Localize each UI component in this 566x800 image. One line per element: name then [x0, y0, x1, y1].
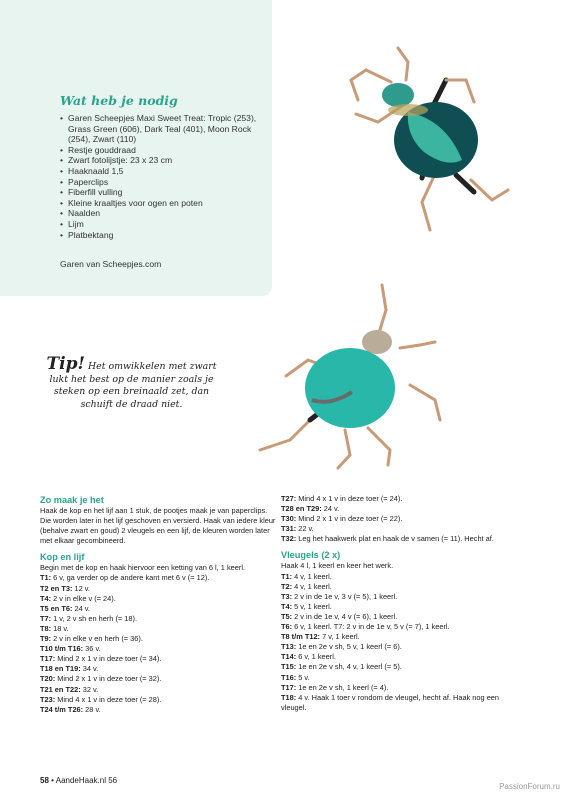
instructions-left-column — [40, 494, 276, 715]
row-label: T10 t/m T16: — [40, 644, 84, 654]
row-label: T5 en T6: — [40, 603, 73, 613]
instruction-row — [281, 622, 521, 632]
materials-item — [60, 166, 265, 177]
instruction-row — [40, 624, 276, 634]
row-label: T17: — [40, 654, 56, 664]
instruction-row — [281, 494, 521, 504]
row-text: 34 v. — [80, 664, 99, 674]
tip-text: Het omwikkelen met zwart lukt het best op de manier zoals je steken op een breinaald zet, dan schuift de draad niet. — [49, 361, 217, 410]
instruction-row — [40, 705, 276, 715]
instruction-row — [40, 614, 276, 624]
row-text: 4 v. Haak 1 toer v rondom de vleugel, hecht af. Haak nog een vleugel. — [281, 692, 500, 712]
page-footer — [40, 776, 117, 785]
row-label: T3: — [281, 591, 293, 601]
row-text: 6 v, 1 keerl. — [296, 652, 336, 662]
instruction-row — [281, 662, 521, 672]
materials-item-text: Garen Scheepjes Maxi Sweet Treat: Tropic (253), Grass Green (606), Dark Teal (401), Moon Rock (254), Zwart (110) — [68, 113, 257, 145]
instruction-row — [281, 652, 521, 662]
row-text: 1e en 2e v sh, 5 v, 1 keerl (= 6). — [296, 642, 402, 652]
row-label: T4: — [40, 593, 52, 603]
instruction-row — [281, 612, 521, 622]
materials-item — [60, 177, 265, 188]
instruction-row — [40, 685, 276, 695]
materials-item-text: Fiberfill vulling — [68, 187, 123, 198]
row-label: T14: — [281, 652, 297, 662]
instruction-row — [281, 602, 521, 612]
row-text: Mind 2 x 1 v in deze toer (= 34). — [55, 654, 162, 664]
row-label: T1: — [40, 573, 52, 583]
materials-item-text: Naalden — [68, 208, 101, 219]
beetle-photo-turquoise — [250, 280, 450, 470]
watermark: PassionForum.ru — [499, 782, 560, 791]
row-label: T21 en T22: — [40, 684, 81, 694]
instruction-row — [40, 674, 276, 684]
bullet: • — [60, 229, 64, 240]
row-text: 2 v in de 1e v, 3 v (= 5), 1 keerl. — [292, 591, 398, 601]
instruction-row — [281, 514, 521, 524]
row-text: Mind 4 x 1 v in deze toer (= 24). — [296, 494, 403, 503]
materials-item-text: Haaknaald 1,5 — [68, 165, 124, 176]
materials-item — [60, 219, 265, 230]
materials-title: Wat heb je nodig — [60, 93, 178, 108]
row-label: T18 en T19: — [40, 664, 81, 674]
instruction-row — [40, 584, 276, 594]
footer-separator: • — [51, 776, 54, 785]
row-text: Mind 2 x 1 v in deze toer (= 32). — [55, 674, 162, 684]
row-label: T5: — [281, 611, 293, 621]
instruction-row — [40, 634, 276, 644]
bullet: • — [60, 165, 64, 176]
row-text: 24 v. — [72, 603, 90, 613]
instruction-row — [40, 604, 276, 614]
row-text: 6 v, ga verder op de andere kant met 6 v (= 12). — [51, 573, 210, 583]
row-text: Mind 2 x 1 v in deze toer (= 22). — [296, 514, 403, 524]
instruction-row — [40, 654, 276, 664]
row-label: T23: — [40, 694, 56, 704]
magazine-name: AandeHaak.nl 56 — [55, 776, 118, 785]
materials-item-text: Restje gouddraad — [68, 144, 136, 155]
wings-intro: Haak 4 l, 1 keerl en keer het werk. — [281, 561, 394, 571]
wings-heading: Vleugels (2 x) — [281, 550, 341, 561]
instruction-row — [281, 673, 521, 683]
row-label: T2: — [281, 581, 293, 591]
instruction-row — [40, 664, 276, 674]
row-label: T24 t/m T26: — [40, 704, 84, 714]
materials-item — [60, 145, 265, 156]
row-text: 4 v, 1 keerl. — [292, 571, 332, 581]
body-rows — [40, 573, 276, 714]
instruction-row — [281, 642, 521, 652]
instruction-row — [281, 534, 521, 544]
instruction-row — [281, 693, 521, 713]
materials-item — [60, 187, 265, 198]
row-label: T30: — [281, 514, 297, 524]
instruction-row — [40, 573, 276, 583]
row-text: 32 v. — [80, 684, 99, 694]
row-text: 22 v. — [296, 524, 314, 534]
bullet: • — [60, 155, 64, 166]
row-text: 2 v in elke v en herh (= 36). — [51, 634, 143, 644]
row-text: 1 v, 2 v sh en herh (= 18). — [51, 613, 138, 623]
row-label: T13: — [281, 642, 297, 652]
instruction-row — [281, 524, 521, 534]
row-label: T7: — [40, 613, 52, 623]
materials-item — [60, 113, 265, 145]
tip-box — [44, 354, 219, 411]
row-label: T15: — [281, 662, 297, 672]
row-text: 2 v in elke v (= 24). — [51, 593, 116, 603]
materials-item — [60, 198, 265, 209]
materials-item — [60, 155, 265, 166]
row-text: Mind 4 x 1 v in deze toer (= 28). — [55, 694, 162, 704]
row-label: T18: — [281, 692, 297, 702]
materials-item — [60, 208, 265, 219]
materials-list — [60, 113, 265, 240]
instruction-row — [40, 644, 276, 654]
row-text: 5 v, 1 keerl. — [292, 601, 332, 611]
materials-item — [60, 230, 265, 241]
row-text: 18 v. — [51, 623, 69, 633]
row-label: T17: — [281, 682, 297, 692]
row-text: 2 v in de 1e v, 4 v (= 6), 1 keerl. — [292, 611, 398, 621]
row-text: 1e en 2e v sh, 1 keerl (= 4). — [296, 682, 389, 692]
page-number: 58 — [40, 776, 49, 785]
instruction-row — [281, 632, 521, 642]
instruction-row — [281, 504, 521, 514]
instruction-row — [40, 594, 276, 604]
intro-heading: Zo maak je het — [40, 495, 104, 505]
row-text: 24 v. — [321, 504, 340, 514]
row-label: T31: — [281, 524, 297, 534]
row-label: T16: — [281, 672, 297, 682]
materials-item-text: Platbektang — [68, 229, 114, 240]
materials-item-text: Lijm — [68, 218, 84, 229]
beetle-photo-dark-teal — [296, 40, 536, 250]
materials-item-text: Zwart fotolijstje: 23 x 23 cm — [68, 155, 173, 166]
row-label: T8 t/m T12: — [281, 632, 321, 642]
body-intro: Begin met de kop en haak hiervoor een ketting van 6 l, 1 keerl. — [40, 563, 246, 573]
instruction-row — [281, 572, 521, 582]
row-label: T1: — [281, 571, 293, 581]
row-label: T27: — [281, 494, 297, 503]
materials-item-text: Paperclips — [68, 176, 109, 187]
wing-rows — [281, 572, 521, 713]
row-label: T20: — [40, 674, 56, 684]
bullet: • — [60, 208, 64, 219]
row-text: 36 v. — [83, 644, 101, 654]
row-label: T4: — [281, 601, 293, 611]
instruction-row — [281, 592, 521, 602]
bullet: • — [60, 197, 64, 208]
row-text: 5 v. — [296, 672, 310, 682]
row-label: T8: — [40, 623, 52, 633]
row-text: 28 v. — [83, 704, 101, 714]
intro-text: Haak de kop en het lijf aan 1 stuk, de pootjes maak je van paperclips. Die worden later in het lijf geschoven en versierd. Haak van iedere kleur (behalve zwart en goud) 2 vleugels en een lijf, de kleuren worden later met elkaar gecombineerd. — [40, 506, 276, 546]
row-label: T9: — [40, 634, 52, 644]
row-label: T32: — [281, 534, 297, 544]
instruction-row — [281, 582, 521, 592]
yarn-brand: Garen van Scheepjes.com — [60, 259, 162, 269]
materials-item-text: Kleine kraaltjes voor ogen en poten — [68, 197, 203, 208]
tip-label: Tip! — [46, 354, 85, 374]
row-label: T6: — [281, 622, 293, 632]
bullet: • — [60, 218, 64, 229]
bullet: • — [60, 176, 64, 187]
row-text: 4 v, 1 keerl. — [292, 581, 332, 591]
instruction-row — [40, 695, 276, 705]
row-text: 1e en 2e v sh, 4 v, 1 keerl (= 5). — [296, 662, 402, 672]
row-label: T2 en T3: — [40, 583, 73, 593]
row-text: 7 v, 1 keerl. — [320, 632, 360, 642]
row-text: 6 v, 1 keerl. T7: 2 v in de 1e v, 5 v (= 7), 1 keerl. — [292, 622, 450, 632]
row-text: Leg het haakwerk plat en haak de v samen (= 11). Hecht af. — [296, 534, 494, 544]
instruction-row — [281, 683, 521, 693]
row-label: T28 en T29: — [281, 504, 322, 514]
bullet: • — [60, 113, 64, 123]
body-rows-continued — [281, 494, 521, 544]
row-text: 12 v. — [72, 583, 90, 593]
bullet: • — [60, 144, 64, 155]
body-heading: Kop en lijf — [40, 552, 85, 563]
instructions-right-column — [281, 494, 521, 713]
bullet: • — [60, 187, 64, 198]
